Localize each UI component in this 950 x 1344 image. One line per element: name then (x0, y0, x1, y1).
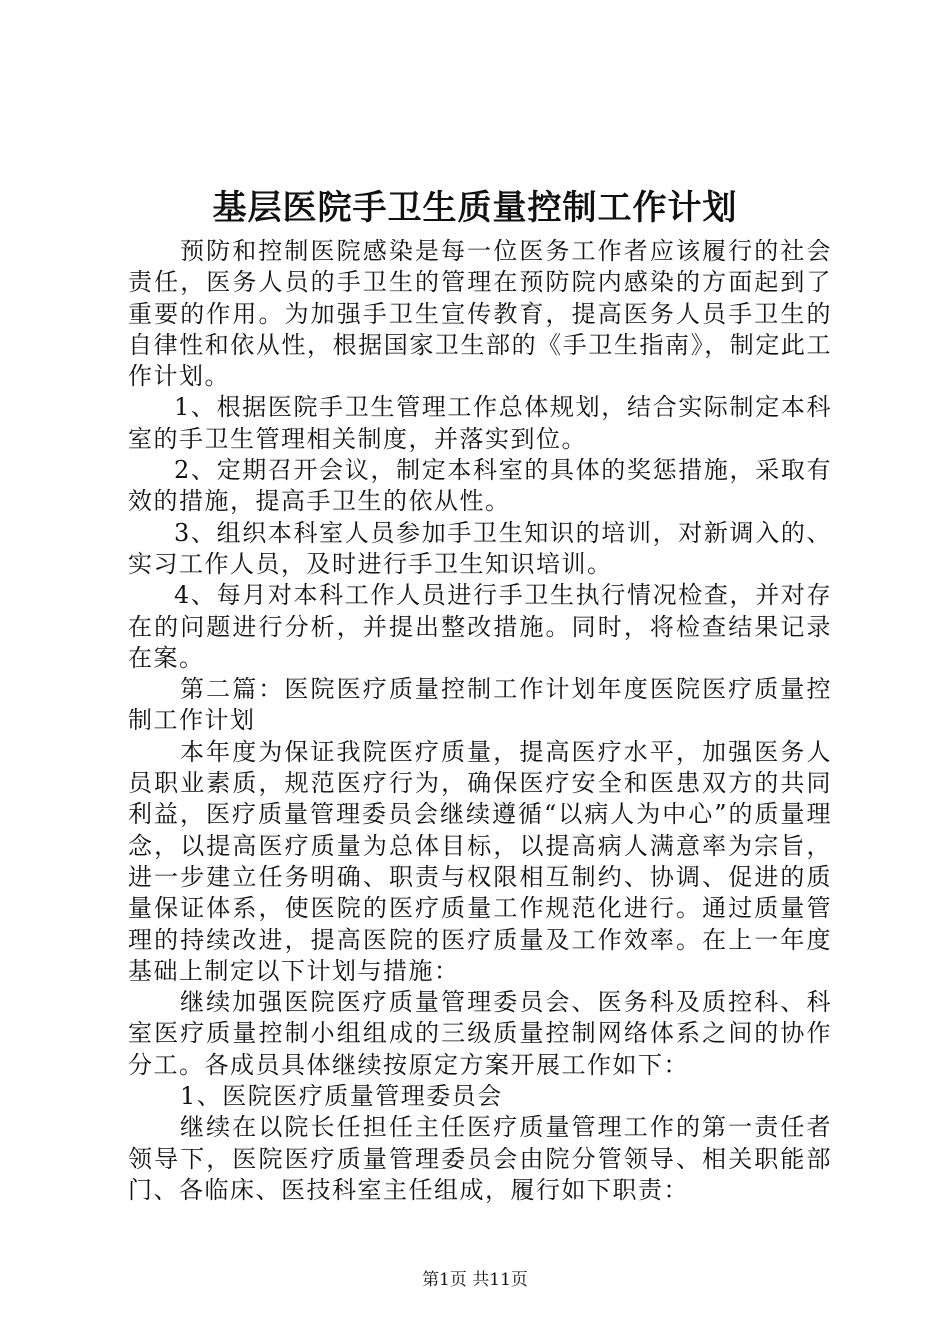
paragraph-annual-plan: 本年度为保证我院医疗质量，提高医疗水平，加强医务人员职业素质，规范医疗行为，确保医疗安全和医患双方的共同利益，医疗质量管理委员会继续遵循“以病人为中心”的质量理念，以提高医疗质量为总体目标，以提高病人满意率为宗旨，进一步建立任务明确、职责与权限相互制约、协调、促进的质量保证体系，使医院的医疗质量工作规范化进行。通过质量管理的持续改进，提高医院的医疗质量及工作效率。在上一年度基础上制定以下计划与措施： (128, 737, 832, 985)
section-heading-part-two: 第二篇：医院医疗质量控制工作计划年度医院医疗质量控制工作计划 (128, 675, 832, 735)
paragraph-item-1: 1、根据医院手卫生管理工作总体规划，结合实际制定本科室的手卫生管理相关制度，并落实到位。 (128, 393, 832, 453)
paragraph-item-4: 4、每月对本科工作人员进行手卫生执行情况检查，并对存在的问题进行分析，并提出整改措施。同时，将检查结果记录在案。 (128, 581, 832, 672)
paragraph-item-2: 2、定期召开会议，制定本科室的具体的奖惩措施，采取有效的措施，提高手卫生的依从性。 (128, 456, 832, 516)
paragraph-committee-duties: 继续在以院长任担任主任医疗质量管理工作的第一责任者领导下，医院医疗质量管理委员会由院分管领导、相关职能部门、各临床、医技科室主任组成，履行如下职责： (128, 1113, 832, 1204)
page-number-footer: 第1页 共11页 (422, 1270, 528, 1290)
document-body (128, 236, 832, 1206)
document-title: 基层医院手卫生质量控制工作计划 (212, 188, 738, 228)
paragraph-intro: 预防和控制医院感染是每一位医务工作者应该履行的社会责任，医务人员的手卫生的管理在预防院内感染的方面起到了重要的作用。为加强手卫生宣传教育，提高医务人员手卫生的自律性和依从性，根据国家卫生部的《手卫生指南》，制定此工作计划。 (128, 237, 832, 391)
subheading-committee: 1、医院医疗质量管理委员会 (180, 1082, 503, 1111)
paragraph-item-3: 3、组织本科室人员参加手卫生知识的培训，对新调入的、实习工作人员，及时进行手卫生知识培训。 (128, 518, 832, 578)
paragraph-three-level-system: 继续加强医院医疗质量管理委员会、医务科及质控科、科室医疗质量控制小组组成的三级质量控制网络体系之间的协作分工。各成员具体继续按原定方案开展工作如下： (128, 988, 832, 1079)
